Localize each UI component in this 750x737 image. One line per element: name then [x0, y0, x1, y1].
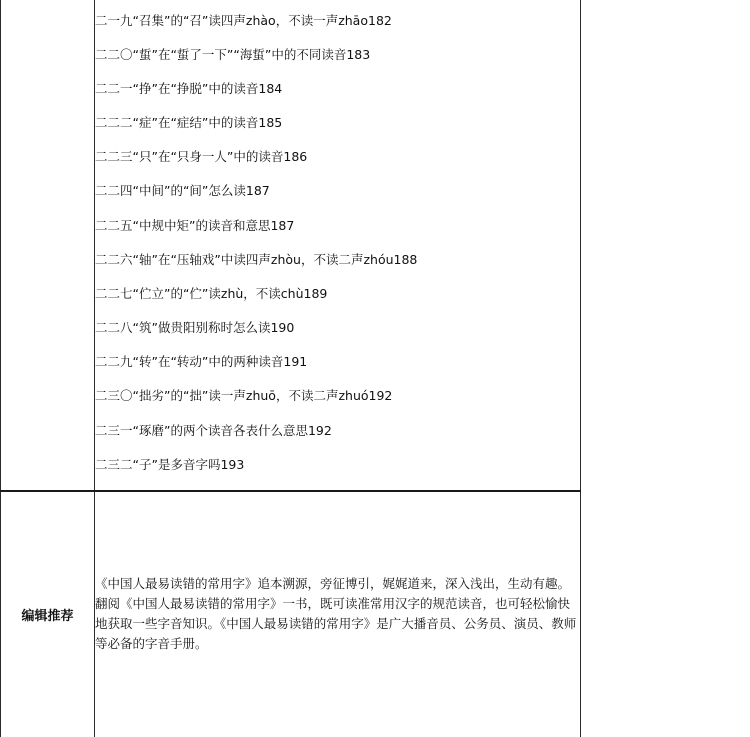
toc-entry: 二二六“轴”在“压轴戏”中读四声zhòu，不读二声zhóu188: [95, 252, 418, 267]
recommendation-label-cell: [1, 492, 94, 737]
toc-entry: 二二八“筑”做贵阳别称时怎么读190: [95, 320, 295, 335]
recommendation-label: 编辑推荐: [21, 609, 74, 624]
table-border-right: [580, 0, 581, 737]
toc-entry: 二三一“琢磨”的两个读音各表什么意思192: [95, 423, 332, 438]
toc-entry: 二一九“召集”的“召”读四声zhào，不读一声zhāo182: [95, 13, 392, 28]
recommendation-text: 《中国人最易读错的常用字》追本溯源，旁征博引，娓娓道来，深入浅出，生动有趣。翻阅《中国人最易读错的常用字》一书，既可读准常用汉字的规范读音，也可轻松愉快地获取一些字音知识。《中国人最易读错的常用字》是广大播音员、公务员、演员、教师等必备的字音手册。: [95, 576, 577, 651]
toc-entry: 二二三“只”在“只身一人”中的读音186: [95, 149, 308, 164]
toc-entry: 二二〇“蜇”在“蜇了一下”“海蜇”中的不同读音183: [95, 47, 371, 62]
toc-entry: 二三〇“拙劣”的“拙”读一声zhuō，不读二声zhuó192: [95, 388, 393, 403]
toc-entry: 二二九“转”在“转动”中的两种读音191: [95, 354, 308, 369]
toc-entry: 二二二“症”在“症结”中的读音185: [95, 115, 283, 130]
toc-entry: 二二四“中间”的“间”怎么读187: [95, 183, 270, 198]
toc-entry: 二二七“伫立”的“伫”读zhù，不读chù189: [95, 286, 328, 301]
toc-entry: 二二一“挣”在“挣脱”中的读音184: [95, 81, 283, 96]
toc-entry: 二二五“中规中矩”的读音和意思187: [95, 218, 295, 233]
toc-entry: 二三二“子”是多音字吗193: [95, 457, 245, 472]
